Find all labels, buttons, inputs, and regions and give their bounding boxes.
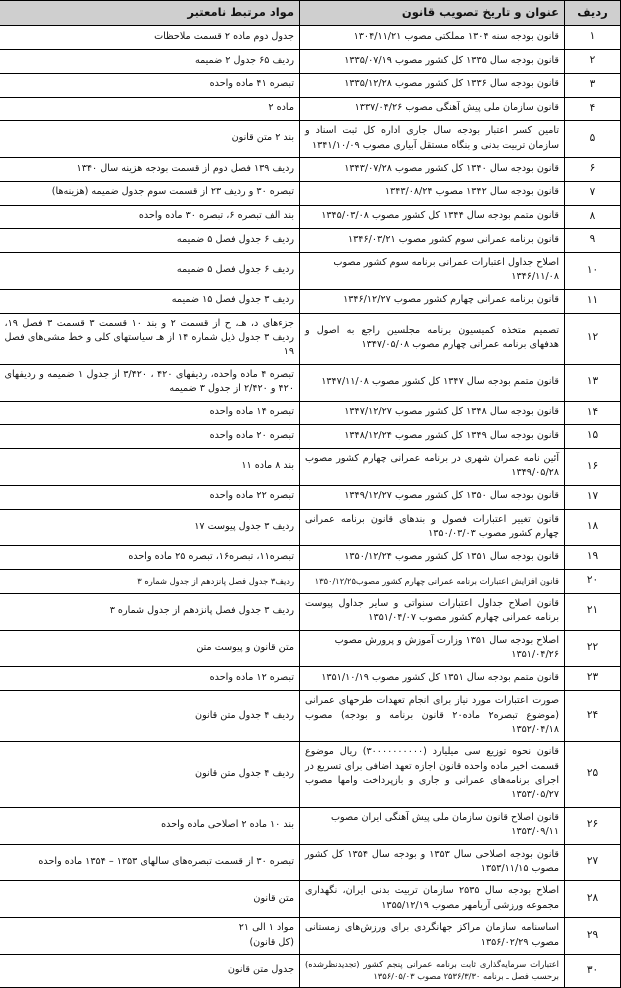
table-row — [0, 667, 621, 691]
row-number-cell: ۱۷ — [565, 485, 621, 509]
table-row — [0, 181, 621, 205]
related-articles-cell: ردیف ۴ جدول متن قانون — [0, 691, 300, 742]
related-articles-cell: ردیف ۶۵ جدول ۲ ضمیمه — [0, 50, 300, 74]
related-articles-cell: بند الف تبصره ۶، تبصره ۳۰ ماده واحده — [0, 205, 300, 229]
related-articles-cell: ماده ۲ — [0, 97, 300, 121]
law-title-cell: تصمیم متخذه کمیسیون برنامه مجلسین راجع به اصول و هدفهای برنامه عمرانی چهارم مصوب ۱۳۴۷/۰۵/۰۸ — [300, 313, 565, 364]
table-row — [0, 97, 621, 121]
table-row — [0, 425, 621, 449]
table-row — [0, 630, 621, 667]
related-articles-cell: تبصره ۴۱ ماده واحده — [0, 73, 300, 97]
column-header-related-articles: مواد مرتبط نامعتبر — [0, 1, 300, 26]
law-title-cell: قانون متمم بودجه سال ۱۳۴۴ کل کشور مصوب ۱۳۴۵/۰۳/۰۸ — [300, 205, 565, 229]
row-number-cell: ۱۱ — [565, 289, 621, 313]
law-title-cell: صورت اعتبارات مورد نیاز برای انجام تعهدات طرحهای عمرانی (موضوع تبصره۲ ماده۲۰ قانون برنامه و بودجه) مصوب ۱۳۵۲/۰۴/۱۸ — [300, 691, 565, 742]
row-number-cell: ۲۲ — [565, 630, 621, 667]
row-number-cell: ۱۲ — [565, 313, 621, 364]
table-row — [0, 50, 621, 74]
table-row — [0, 546, 621, 570]
law-title-cell: قانون بودجه سال ۱۳۴۹ کل کشور مصوب ۱۳۴۸/۱۲/۲۴ — [300, 425, 565, 449]
related-articles-cell: تبصره ۲۲ ماده واحده — [0, 485, 300, 509]
row-number-cell: ۲۴ — [565, 691, 621, 742]
table-body — [0, 26, 621, 988]
table-row — [0, 121, 621, 158]
law-title-cell: قانون نحوه توزیع سی میلیارد (۳۰۰۰۰۰۰۰۰۰۰) ریال موضوع قسمت اخیر ماده واحده قانون اجازه تعهد اضافی برای تسریع در اجرای برنامه‌های عمرانی و جاری و بازپرداخت وامها مصوب ۱۳۵۳/۰۵/۲۷ — [300, 742, 565, 808]
table-row — [0, 570, 621, 594]
table-row — [0, 807, 621, 844]
table-row — [0, 844, 621, 881]
row-number-cell: ۲۰ — [565, 570, 621, 594]
related-articles-cell: ردیف ۱۳۹ فصل دوم از قسمت بودجه هزینه سال ۱۳۴۰ — [0, 158, 300, 182]
column-header-law-title: عنوان و تاریخ تصویب قانون — [300, 1, 565, 26]
row-number-cell: ۴ — [565, 97, 621, 121]
law-title-cell: قانون بودجه سال ۱۳۴۰ کل کشور مصوب ۱۳۴۳/۰۷/۲۸ — [300, 158, 565, 182]
related-articles-cell: بند ۱۰ ماده ۲ اصلاحی ماده واحده — [0, 807, 300, 844]
table-row — [0, 158, 621, 182]
law-title-cell: اصلاح بودجه سال ۱۳۵۱ وزارت آموزش و پرورش مصوب ۱۳۵۱/۰۴/۲۶ — [300, 630, 565, 667]
law-title-cell: اصلاح جداول اعتبارات عمرانی برنامه سوم کشور مصوب ۱۳۴۶/۱۱/۰۸ — [300, 253, 565, 290]
related-articles-cell: جدول دوم ماده ۲ قسمت ملاحظات — [0, 26, 300, 50]
related-articles-cell: بند ۲ متن قانون — [0, 121, 300, 158]
table-row — [0, 449, 621, 486]
row-number-cell: ۲۳ — [565, 667, 621, 691]
table-row — [0, 881, 621, 918]
related-articles-cell: ردیف۳ جدول فصل پانزدهم از جدول شماره ۳ — [0, 570, 300, 594]
table-row — [0, 205, 621, 229]
row-number-cell: ۱۰ — [565, 253, 621, 290]
law-title-cell: قانون بودجه سال ۱۳۵۱ کل کشور مصوب ۱۳۵۰/۱۲/۲۴ — [300, 546, 565, 570]
law-title-cell: قانون بودجه سال ۱۳۴۲ مصوب ۱۳۴۳/۰۸/۲۴ — [300, 181, 565, 205]
row-number-cell: ۱۵ — [565, 425, 621, 449]
table-header — [0, 1, 621, 26]
related-articles-cell: ردیف ۴ جدول متن قانون — [0, 742, 300, 808]
table-row — [0, 313, 621, 364]
row-number-cell: ۵ — [565, 121, 621, 158]
related-articles-cell: تبصره ۳۰ و ردیف ۲۳ از قسمت سوم جدول ضمیمه (هزینه‌ها) — [0, 181, 300, 205]
law-title-cell: قانون متمم بودجه سال ۱۳۵۱ کل کشور مصوب ۱۳۵۱/۱۰/۱۹ — [300, 667, 565, 691]
related-articles-cell: تبصره ۱۴ ماده واحده — [0, 401, 300, 425]
table-row — [0, 73, 621, 97]
row-number-cell: ۳ — [565, 73, 621, 97]
table-row — [0, 918, 621, 955]
related-articles-cell: تبصره ۳۰ از قسمت تبصره‌های سالهای ۱۳۵۳ – ۱۳۵۴ ماده واحده — [0, 844, 300, 881]
table-row — [0, 26, 621, 50]
related-articles-cell: تبصره ۱۲ ماده واحده — [0, 667, 300, 691]
law-title-cell: قانون اصلاح جداول اعتبارات سنواتی و سایر جداول پیوست برنامه عمرانی چهارم کشور مصوب ۱۳۵۱/۰۴/۰۷ — [300, 593, 565, 630]
related-articles-cell: تبصره ۲۰ ماده واحده — [0, 425, 300, 449]
row-number-cell: ۱۶ — [565, 449, 621, 486]
table-row — [0, 364, 621, 401]
related-articles-cell: جزءهای د، هـ، ح از قسمت ۲ و بند ۱۰ قسمت ۳ قسمت ۳ فصل ۱۹، ردیف ۳ جدول ذیل شماره ۱۴ از هـ سیاستهای کلی و خط مشی‌های فصل ۱۹ — [0, 313, 300, 364]
row-number-cell: ۱۳ — [565, 364, 621, 401]
law-title-cell: قانون بودجه اصلاحی سال ۱۳۵۳ و بودجه سال ۱۳۵۴ کل کشور مصوب ۱۳۵۳/۱۱/۱۵ — [300, 844, 565, 881]
law-title-cell: قانون برنامه عمرانی سوم کشور مصوب ۱۳۴۶/۰۳/۲۱ — [300, 229, 565, 253]
law-title-cell: قانون تغییر اعتبارات فصول و بندهای قانون برنامه عمرانی چهارم کشور مصوب ۱۳۵۰/۰۳/۰۳ — [300, 509, 565, 546]
table-row — [0, 401, 621, 425]
related-articles-cell: جدول متن قانون — [0, 955, 300, 988]
table-row — [0, 593, 621, 630]
related-articles-cell: تبصره ۴ ماده واحده، ردیفهای ۴۲۰ ، ۳/۴۲۰ از جدول ۱ ضمیمه و ردیفهای ۴۲۰ و ۲/۴۲۰ از جدول ۳ ضمیمه — [0, 364, 300, 401]
row-number-cell: ۲۷ — [565, 844, 621, 881]
related-articles-cell: ردیف ۳ جدول فصل ۱۵ ضمیمه — [0, 289, 300, 313]
row-number-cell: ۲۱ — [565, 593, 621, 630]
row-number-cell: ۲۸ — [565, 881, 621, 918]
table-row — [0, 229, 621, 253]
row-number-cell: ۸ — [565, 205, 621, 229]
row-number-cell: ۲۶ — [565, 807, 621, 844]
law-title-cell: تامین کسر اعتبار بودجه سال جاری اداره کل ثبت اسناد و سازمان تربیت بدنی و بنگاه مستقل آبیاری مصوب ۱۳۴۱/۱۰/۰۹ — [300, 121, 565, 158]
related-articles-cell: بند ۸ ماده ۱۱ — [0, 449, 300, 486]
row-number-cell: ۲۵ — [565, 742, 621, 808]
law-title-cell: آئین نامه عمران شهری در برنامه عمرانی چهارم کشور مصوب ۱۳۴۹/۰۵/۲۸ — [300, 449, 565, 486]
row-number-cell: ۱۴ — [565, 401, 621, 425]
row-number-cell: ۳۰ — [565, 955, 621, 988]
table-row — [0, 955, 621, 988]
table-row — [0, 485, 621, 509]
related-articles-cell: ردیف ۳ جدول پیوست ۱۷ — [0, 509, 300, 546]
row-number-cell: ۲۹ — [565, 918, 621, 955]
law-title-cell: اصلاح بودجه سال ۲۵۳۵ سازمان تربیت بدنی ایران، نگهداری مجموعه ورزشی آریامهر مصوب ۱۳۵۵/۱۲/۱۹ — [300, 881, 565, 918]
table-row — [0, 253, 621, 290]
law-title-cell: قانون بودجه سال ۱۳۵۰ کل کشور مصوب ۱۳۴۹/۱۲/۲۷ — [300, 485, 565, 509]
table-row — [0, 289, 621, 313]
law-title-cell: قانون بودجه سنه ۱۳۰۴ مملکتی مصوب ۱۳۰۴/۱۱/۲۱ — [300, 26, 565, 50]
related-articles-cell: تبصره۱۱، تبصره۱۶، تبصره ۲۵ ماده واحده — [0, 546, 300, 570]
law-title-cell: قانون افزایش اعتبارات برنامه عمرانی چهارم کشور مصوب۱۳۵۰/۱۲/۲۵ — [300, 570, 565, 594]
law-title-cell: قانون بودجه سال ۱۳۳۶ کل کشور مصوب ۱۳۳۵/۱۲/۲۸ — [300, 73, 565, 97]
column-header-row-number: ردیف — [565, 1, 621, 26]
law-title-cell: قانون سازمان ملی پیش آهنگی مصوب ۱۳۳۷/۰۴/۲۶ — [300, 97, 565, 121]
law-title-cell: قانون برنامه عمرانی چهارم کشور مصوب ۱۳۴۶/۱۲/۲۷ — [300, 289, 565, 313]
law-title-cell: قانون بودجه سال ۱۳۴۸ کل کشور مصوب ۱۳۴۷/۱۲/۲۷ — [300, 401, 565, 425]
related-articles-cell: ردیف ۳ جدول فصل پانزدهم از جدول شماره ۳ — [0, 593, 300, 630]
related-articles-cell: ردیف ۶ جدول فصل ۵ ضمیمه — [0, 253, 300, 290]
law-title-cell: اعتبارات سرمایه‌گذاری ثابت برنامه عمرانی پنجم کشور (تجدیدنظرشده) برحسب فصل ـ برنامه ۲۵۳۶/۳/۳۰ مصوب ۱۳۵۶/۰۵/۰۳ — [300, 955, 565, 988]
row-number-cell: ۶ — [565, 158, 621, 182]
row-number-cell: ۷ — [565, 181, 621, 205]
table-row — [0, 742, 621, 808]
row-number-cell: ۲ — [565, 50, 621, 74]
row-number-cell: ۱ — [565, 26, 621, 50]
related-articles-cell: متن قانون — [0, 881, 300, 918]
law-title-cell: قانون بودجه سال ۱۳۳۵ کل کشور مصوب ۱۳۳۵/۰۷/۱۹ — [300, 50, 565, 74]
law-title-cell: قانون متمم بودجه سال ۱۳۴۷ کل کشور مصوب ۱۳۴۷/۱۱/۰۸ — [300, 364, 565, 401]
law-title-cell: اساسنامه سازمان مراکز جهانگردی برای ورزش‌های زمستانی مصوب ۱۳۵۶/۰۲/۲۹ — [300, 918, 565, 955]
row-number-cell: ۱۸ — [565, 509, 621, 546]
related-articles-cell: متن قانون و پیوست متن — [0, 630, 300, 667]
table-row — [0, 509, 621, 546]
law-title-cell: قانون اصلاح قانون سازمان ملی پیش آهنگی ایران مصوب ۱۳۵۳/۰۹/۱۱ — [300, 807, 565, 844]
related-articles-cell: مواد ۱ الی ۲۱ (کل قانون) — [0, 918, 300, 955]
row-number-cell: ۱۹ — [565, 546, 621, 570]
row-number-cell: ۹ — [565, 229, 621, 253]
table-header-row — [0, 1, 621, 26]
related-articles-cell: ردیف ۶ جدول فصل ۵ ضمیمه — [0, 229, 300, 253]
table-row — [0, 691, 621, 742]
